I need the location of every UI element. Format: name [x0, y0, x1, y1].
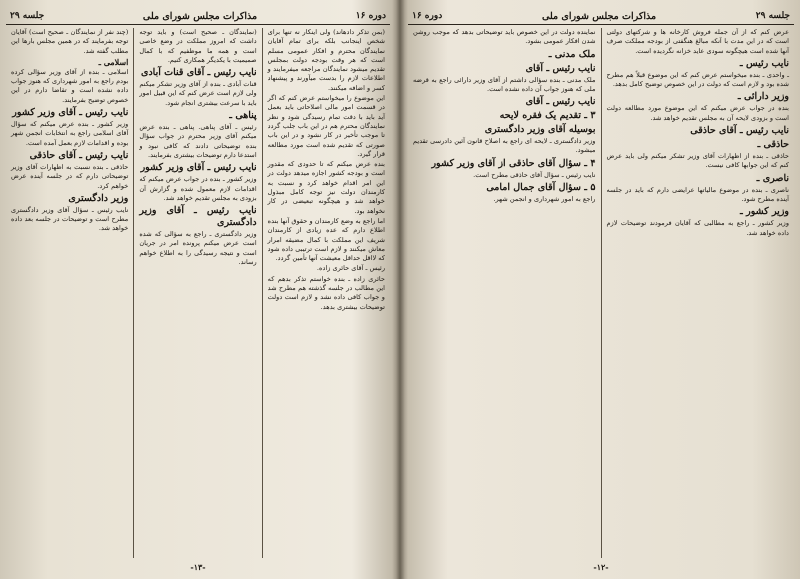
speaker-heading: پناهی ـ — [229, 110, 257, 122]
paragraph: رئیس ـ آقای پناهی. پناهی ـ بنده عرض میکنم آقای وزیر محترم در جواب سؤال بنده توضیحاتی دادند که کافی نبود و استدعا دارم توضیحات بیشتری بفرمایند. — [139, 123, 257, 159]
paragraph: حاذقی ـ بنده از اظهارات آقای وزیر تشکر میکنم ولی باید عرض کنم که این جوابها کافی نیست. — [606, 152, 789, 170]
speaker-heading: ۴ ـ سؤال آقای حاذقی از آقای وزیر کشور — [431, 157, 596, 169]
paragraph: اسلامی ـ بنده از آقای وزیر سؤالی کرده بودم راجع به امور شهرداری که هنوز جواب داده نشده است و تقاضا دارم در این خصوص توضیح بفرمایند. — [11, 67, 129, 104]
paragraph: نماینده دولت در این خصوص باید توضیحاتی بدهد که موجب روشن شدن افکار عمومی بشود. — [413, 28, 596, 46]
speaker-heading: نایب رئیس ـ آقای وزیر دادگستری — [139, 205, 257, 229]
left-header-center: مذاكرات مجلس شوراى ملى — [142, 10, 258, 22]
paragraph: وزیر کشور ـ بنده عرض میکنم که سؤال آقای اسلامی راجع به انتخابات انجمن شهر بوده و اقدامات لازم بعمل آمده است. — [11, 120, 129, 147]
left-columns — [6, 28, 390, 558]
right-header-left: دوره ۱۶ — [412, 11, 443, 21]
paragraph: وزیر کشور ـ بنده در جواب عرض میکنم که اقدامات لازم معمول شده و گزارش آن بزودی به مجلس تقدیم خواهد شد. — [139, 175, 257, 202]
right-column-1 — [601, 28, 795, 558]
paragraph: نایب رئیس ـ سؤال آقای وزیر دادگستری مطرح است و توضیحات در جلسه بعد داده خواهد شد. — [11, 205, 129, 233]
paragraph: وزیر دادگستری ـ راجع به سؤالی که شده است عرض میکنم پرونده امر در جریان است و نتیجه رسیدگی را به اطلاع خواهم رساند. — [139, 230, 257, 267]
left-column-1 — [262, 28, 390, 558]
left-column-2 — [133, 28, 261, 558]
speaker-heading: نایب رئیس ـ — [739, 57, 789, 69]
speaker-heading: نایب رئیس ـ آقای وزیر کشور — [140, 162, 257, 174]
speaker-heading: نایب رئیس ـ آقای — [525, 62, 596, 74]
left-header-right: دوره ۱۶ — [355, 11, 386, 21]
paragraph: این موضوع را میخواستم عرض کنم که اگر در قسمت امور مالی اصلاحاتی باید بعمل آید باید با دقت تمام رسیدگی شود و نظر نمایندگان محترم هم در این باب جلب گردد تا موجب تأخیر در کار نشود و در این باب صورتی که تقدیم شده است مورد مطالعه قرار گیرد. — [267, 94, 385, 158]
speaker-heading: نایب رئیس ـ آقای قنات آبادی — [141, 67, 257, 79]
paragraph: ناصری ـ بنده در موضوع مالیاتها عرایضی دارم که باید در جلسه آینده مطرح شود. — [606, 185, 789, 203]
right-running-head — [408, 8, 794, 25]
left-folio: -۱۳- — [190, 562, 206, 572]
speaker-heading: نایب رئیس ـ آقای وزیر کشور — [12, 107, 129, 119]
paragraph: بنده عرض میکنم که تا حدودی که مقدور است و بودجه کشور اجازه میدهد دولت در این امر اقدام خواهد کرد و نسبت به کارمندان دولت نیز توجه کامل مبذول خواهد شد و هیچگونه تبعیضی در کار نخواهد بود. — [267, 160, 385, 215]
speaker-heading: وزیر دارائی ـ — [737, 91, 789, 103]
paragraph: حاذقی ـ بنده نسبت به اظهارات آقای وزیر توضیحاتی دارم که در جلسه آینده عرض خواهم کرد. — [11, 162, 129, 190]
paragraph: ـ واحدی ـ بنده میخواستم عرض کنم که این موضوع قبلاً هم مطرح شده بود و لازم است که دولت در این خصوص توضیح کامل بدهد. — [606, 70, 789, 89]
right-columns — [408, 28, 794, 558]
speaker-heading: حاذقی ـ — [757, 139, 789, 151]
left-column-3 — [6, 28, 133, 558]
left-page — [6, 6, 390, 572]
paragraph: راجع به امور شهرداری و انجمن شهر. — [493, 195, 596, 204]
speaker-heading: ۳ ـ تقدیم یک فقره لایحه — [499, 110, 596, 122]
paragraph: (چند نفر از نمایندگان ـ صحیح است) آقایان توجه بفرمایند که در همین مجلس بارها این مطلب گفته شد. — [11, 28, 129, 55]
speaker-heading: نایب رئیس ـ آقای حاذقی — [690, 125, 789, 137]
right-header-right: جلسه ۲۹ — [755, 11, 790, 21]
paragraph: رئیس ـ آقای حائری زاده. — [316, 264, 385, 273]
right-column-2 — [408, 28, 601, 558]
right-page — [408, 6, 794, 572]
speaker-heading: ملک مدنی ـ — [548, 48, 596, 60]
right-header-center: مذاكرات مجلس شوراى ملى — [541, 10, 657, 22]
paragraph: ملک مدنی ـ بنده سؤالی داشتم از آقای وزیر دارائی راجع به قرضه ملی که هنوز جواب آن داده نشده است. — [413, 75, 596, 93]
paragraph: (بمن تذکر دادهاند) ولی اینکار نه تنها برای شخص اینجانب بلکه برای تمام آقایان نمایندگان محترم و افکار عمومی مسلم است که هر وقت بودجه دولت بمجلس تقدیم میشود نمایندگان مراجعه میفرمایند و اطلاعات لازم را بدست میآورند و پیشنهاد کسر و اضافه میکنند. — [267, 28, 385, 92]
left-running-head — [6, 8, 390, 25]
paragraph: بنده در جواب عرض میکنم که این موضوع مورد مطالعه دولت است و بزودی لایحه آن به مجلس تقدیم خواهد شد. — [606, 104, 789, 122]
speaker-heading: نایب رئیس ـ آقای — [525, 96, 596, 108]
right-folio: -۱۲- — [593, 562, 609, 572]
paragraph: قنات آبادی ـ بنده از آقای وزیر تشکر میکنم ولی لازم است عرض کنم که این قبیل امور باید با سرعت بیشتری انجام شود. — [139, 80, 257, 107]
speaker-heading: اسلامی ـ — [98, 56, 129, 67]
paragraph: عرض کنم که از آن جمله فروش کارخانه ها و شرکتهای دولتی است که در این مدت با آنکه مبالغ هنگفتی از بودجه مملکت صرف آنها شده است هیچگونه سودی عاید خزانه نگردیده است. — [606, 28, 789, 55]
book-gutter — [392, 0, 408, 579]
speaker-heading: وزیر دادگستری — [68, 192, 129, 204]
paragraph: اما راجع به وضع کارمندان و حقوق آنها بنده اطلاع دارم که عده زیادی از کارمندان شریف این مملکت با کمال مضیقه امرار معاش میکنند و لازم است ترتیبی داده شود که لااقل حداقل معیشت آنها تأمین گردد. — [267, 216, 385, 263]
speaker-heading: وزیر کشور ـ — [740, 206, 789, 218]
paragraph: وزیر کشور ـ راجع به مطالبی که آقایان فرمودند توضیحات لازم داده خواهد شد. — [606, 219, 789, 237]
speaker-heading: ۵ ـ سؤال آقای جمال امامی — [486, 182, 596, 194]
paragraph: نایب رئیس ـ سؤال آقای حاذقی مطرح است. — [473, 170, 596, 179]
paragraph: حائری زاده ـ بنده خواستم تذکر بدهم که این مطالب در جلسه گذشته هم مطرح شد و جواب کافی داده نشد و لازم است دولت توضیحات بیشتری بدهد. — [267, 274, 385, 311]
speaker-heading: نایب رئیس ـ آقای حاذقی — [29, 149, 129, 161]
speaker-heading: ناصری ـ — [756, 172, 789, 184]
paragraph: وزیر دادگستری ـ لایحه ای راجع به اصلاح قانون آئین دادرسی تقدیم میشود. — [413, 137, 596, 155]
speaker-heading: بوسیله آقای وزیر دادگستری — [484, 124, 596, 136]
left-header-left: جلسه ۲۹ — [10, 11, 45, 21]
paragraph: (نمایندگان ـ صحیح است) و باید توجه داشت که امروز مملکت در وضع خاصی است و همه ما موظفیم که با کمال صمیمیت با یکدیگر همکاری کنیم. — [139, 28, 257, 64]
